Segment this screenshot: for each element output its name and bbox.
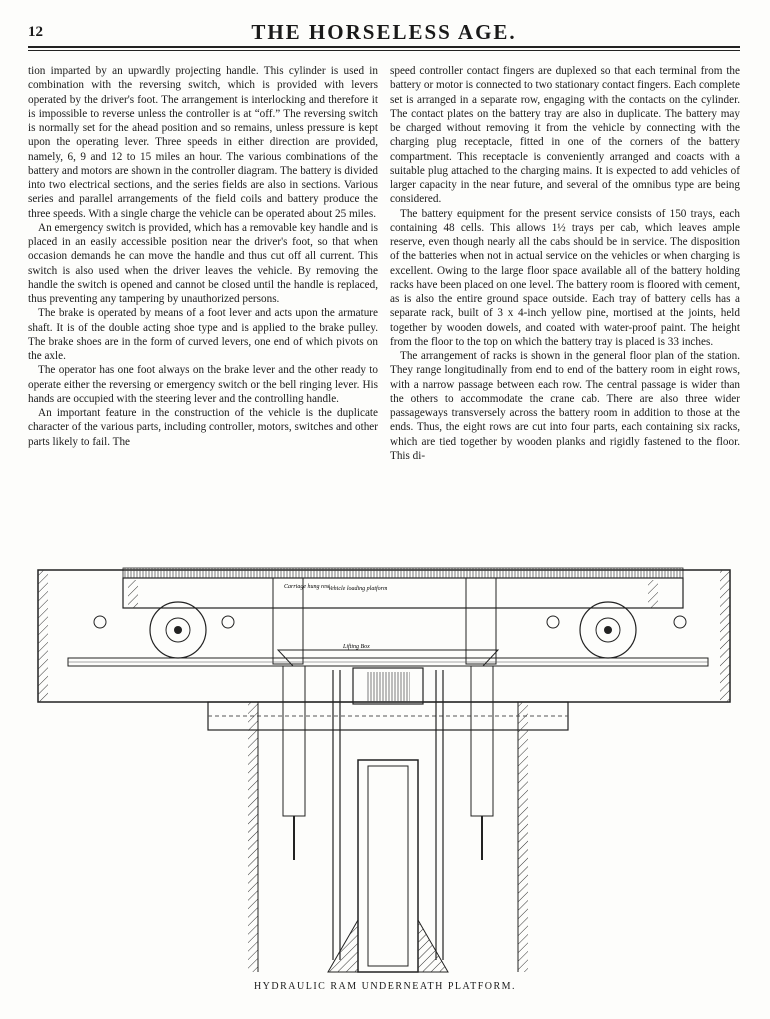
platform-label: Vehicle loading platform	[328, 586, 388, 592]
paragraph: The battery equipment for the present service consists of 150 trays, each containing 48 cells. This allows 1½ trays per cab, which leaves ample reserve, even though nearly all the cabs should be in service. The disposition of the batteries when not in actual service on the vehicles or when charging is excellent. Owing to the large floor space available all of the battery holding racks have been placed on one level. The battery room is floored with cement, as is also the entire ground space outside. Each tray of battery cells has a separate rack, built of 3 x 4-inch yellow pine, mortised at the joints, held together by wooden dowels, and coated with water-proof paint. The height from the floor to the top on which the battery tray is placed is 33 inches.	[390, 207, 740, 348]
paragraph: An emergency switch is provided, which has a removable key handle and is placed in an easily accessible position near the driver's foot, so that when occasion demands he can move the handle and thus cut off all current. This switch is also used when the driver leaves the vehicle. By removing the handle the switch is opened and cannot be closed until the handle is replaced, thus preventing any tampering by unauthorized persons.	[28, 221, 378, 305]
hydraulic-ram-drawing	[28, 560, 740, 980]
figure-caption: HYDRAULIC RAM UNDERNEATH PLATFORM.	[253, 981, 517, 992]
carriage-label: Carriage hung rest	[284, 584, 330, 590]
paragraph: The arrangement of racks is shown in the general floor plan of the station. They range longitudinally from end to end of the battery room in eight rows, with a narrow passage between each row. The central passage is wider than the others to accommodate the crane cab. There are also three wider passageways transversely across the battery room in addition to those at the ends. Thus, the eight rows are cut into four parts, each containing six racks, which are tied together by wooden planks and rigidly fastened to the floor. This di-	[390, 350, 740, 462]
right-column	[390, 64, 740, 463]
header-rule-thin	[28, 50, 740, 51]
paragraph: The operator has one foot always on the brake lever and the other ready to operate either the reversing or emergency switch or the bell ringing lever. His hands are occupied with the steering lever and the controlling handle.	[28, 364, 378, 405]
page-number: 12	[28, 24, 43, 40]
header-rule	[28, 46, 740, 48]
page-header	[28, 20, 740, 46]
paragraph: The brake is operated by means of a foot lever and acts upon the armature shaft. It is of the double acting shoe type and is applied to the brake pulley. The brake shoes are in the form of curved levers, one end of which pivots on the axle.	[28, 307, 378, 362]
hydraulic-ram-figure	[28, 560, 740, 980]
paragraph: speed controller contact fingers are duplexed so that each terminal from the battery or motor is connected to two stationary contact fingers. Each complete set is arranged in a separate row, engaging with the contacts on the cylinder. The contact plates on the battery tray are also in duplicate. The battery may be charged without removing it from the vehicle by connecting with the charging plug receptacle, fitted in one of the corners of the battery compartment. This receptacle is conveniently arranged and coacts with a suitable plug attached to the charging mains. It is expected to add vehicles of larger capacity in the near future, and several of the omnibus type are being considered.	[390, 65, 740, 206]
paragraph: tion imparted by an upwardly projecting handle. This cylinder is used in combination with the reversing switch, which is provided with levers operated by the driver's foot. The arrangement is interlocking and therefore it is impossible to reverse unless the controller is at “off.” The reversing switch is normally set for the ahead position and so remains, unless pressure is kept upon the operating lever. Three speeds in either direction are provided, namely, 6, 9 and 12 to 15 miles an hour. The various combinations of the battery and motors are shown in the controller diagram. The battery is divided into two electrical sections, and the series fields are also in sections. Various series and parallel arrangements of the field coils and battery produce the three speeds. With a single charge the vehicle can be operated about 25 miles.	[28, 65, 378, 220]
journal-title: THE HORSELESS AGE.	[251, 20, 517, 44]
lifting-box-label: Lifting Box	[343, 644, 370, 650]
left-column	[28, 64, 378, 449]
paragraph: An important feature in the construction of the vehicle is the duplicate character of the various parts, including controller, motors, switches and other parts likely to fail. The	[28, 407, 378, 448]
